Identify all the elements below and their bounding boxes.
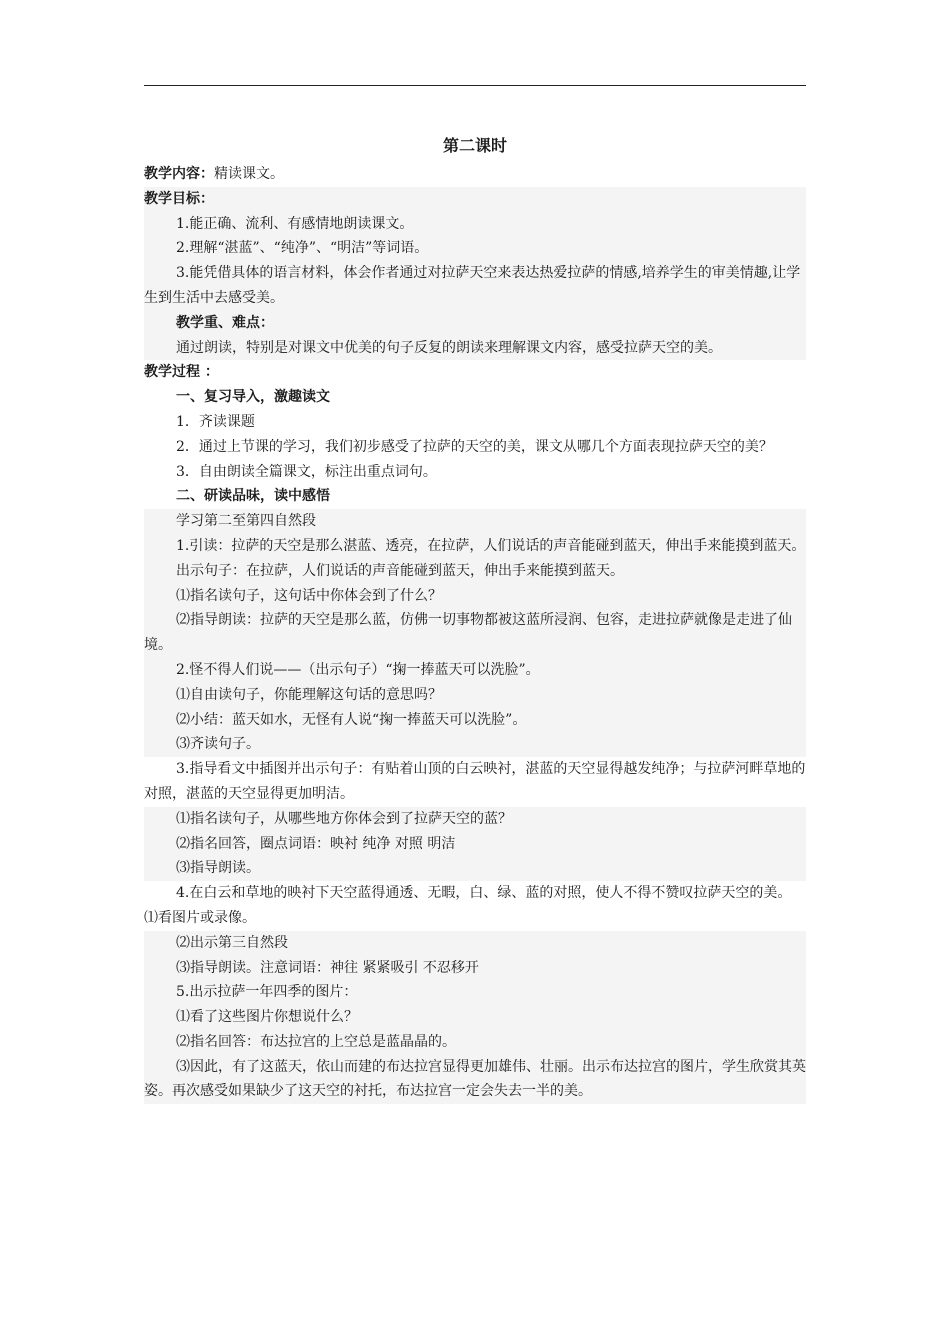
section2-item: 出示句子：在拉萨，人们说话的声音能碰到蓝天，伸出手来能摸到蓝天。: [176, 562, 624, 579]
keypoints-label: 教学重、难点：: [176, 314, 274, 331]
section2-item: ⑶指导朗读。注意词语：神往 紧紧吸引 不忍移开: [176, 959, 479, 976]
section1-item: 2．通过上节课的学习，我们初步感受了拉萨的天空的美，课文从哪几个方面表现拉萨天空的美？: [176, 438, 773, 455]
content-label: 教学内容：: [144, 166, 214, 182]
section2-item: ⑵小结：蓝天如水，无怪有人说“掬一捧蓝天可以洗脸”。: [176, 711, 527, 728]
content-value: 精读课文。: [214, 166, 284, 182]
section2-item: 4.在白云和草地的映衬下天空蓝得通透、无暇，白、绿、蓝的对照，使人不得不赞叹拉萨天空的美。: [176, 885, 792, 902]
section2-item: ⑵指导朗读：拉萨的天空是那么蓝，仿佛一切事物都被这蓝所浸润、包容，走进拉萨就像是走进了仙境。: [144, 612, 792, 654]
section2-item: ⑴指名读句子，这句话中你体会到了什么？: [176, 587, 442, 604]
header-rule: [144, 85, 806, 86]
section2-item: ⑵指名回答：布达拉宫的上空总是蓝晶晶的。: [176, 1033, 456, 1050]
goal-item: 3.能凭借具体的语言材料，体会作者通过对拉萨天空来表达热爱拉萨的情感,培养学生的审美情趣,让学生到生活中去感受美。: [144, 265, 801, 306]
goals-label: 教学目标：: [144, 190, 214, 207]
lesson-title: 第二课时: [442, 136, 507, 155]
section2-block-c: [144, 931, 806, 1105]
section2-item: ⑴指名读句子，从哪些地方你体会到了拉萨天空的蓝？: [176, 810, 512, 827]
process-label: 教学过程 ：: [144, 364, 219, 381]
document-body: [144, 130, 806, 1104]
goal-item: 2.理解“湛蓝”、“纯净”、“明洁”等词语。: [176, 240, 429, 257]
content-line: [144, 162, 806, 187]
section2-item: ⑶齐读句子。: [176, 736, 260, 753]
section1-heading: 一、复习导入，激趣读文: [176, 389, 330, 406]
section2-item: 1.引读：拉萨的天空是那么湛蓝、透亮，在拉萨，人们说话的声音能碰到蓝天，伸出手来能摸到蓝天。: [176, 537, 806, 554]
section2-block-b: [144, 807, 806, 881]
section2-item: ⑴看了这些图片你想说什么？: [176, 1009, 358, 1026]
section2-item: 学习第二至第四自然段: [176, 513, 316, 530]
section2-item: ⑶指导朗读。: [176, 860, 260, 877]
section2-item: ⑵指名回答，圈点词语：映衬 纯净 对照 明洁: [176, 835, 456, 852]
section2-item: 5.出示拉萨一年四季的图片：: [176, 984, 358, 1001]
section1-item: 1．齐读课题: [176, 413, 255, 430]
section2-item: ⑴看图片或录像。: [144, 909, 256, 926]
section2-item: ⑶因此，有了这蓝天，依山而建的布达拉宫显得更加雄伟、壮丽。出示布达拉宫的图片，学生欣赏其英姿。再次感受如果缺少了这天空的衬托，布达拉宫一定会失去一半的美。: [144, 1058, 806, 1100]
section2-item: ⑵出示第三自然段: [176, 934, 288, 951]
goal-item: 1.能正确、流利、有感情地朗读课文。: [176, 215, 414, 232]
section1-item: 3．自由朗读全篇课文，标注出重点词句。: [176, 463, 437, 480]
section2-heading: 二、研读品味，读中感悟: [176, 488, 330, 505]
keypoints-text: 通过朗读，特别是对课文中优美的句子反复的朗读来理解课文内容，感受拉萨天空的美。: [176, 339, 722, 356]
section2-item: 2.怪不得人们说——（出示句子）“掬一捧蓝天可以洗脸”。: [176, 661, 540, 678]
goals-block: [144, 187, 806, 361]
section2-item: ⑴自由读句子，你能理解这句话的意思吗？: [176, 686, 442, 703]
section2-block-a: [144, 509, 806, 757]
section2-item: 3.指导看文中插图并出示句子：有贴着山顶的白云映衬，湛蓝的天空显得越发纯净；与拉萨河畔草地的对照，湛蓝的天空显得更加明洁。: [144, 761, 806, 802]
